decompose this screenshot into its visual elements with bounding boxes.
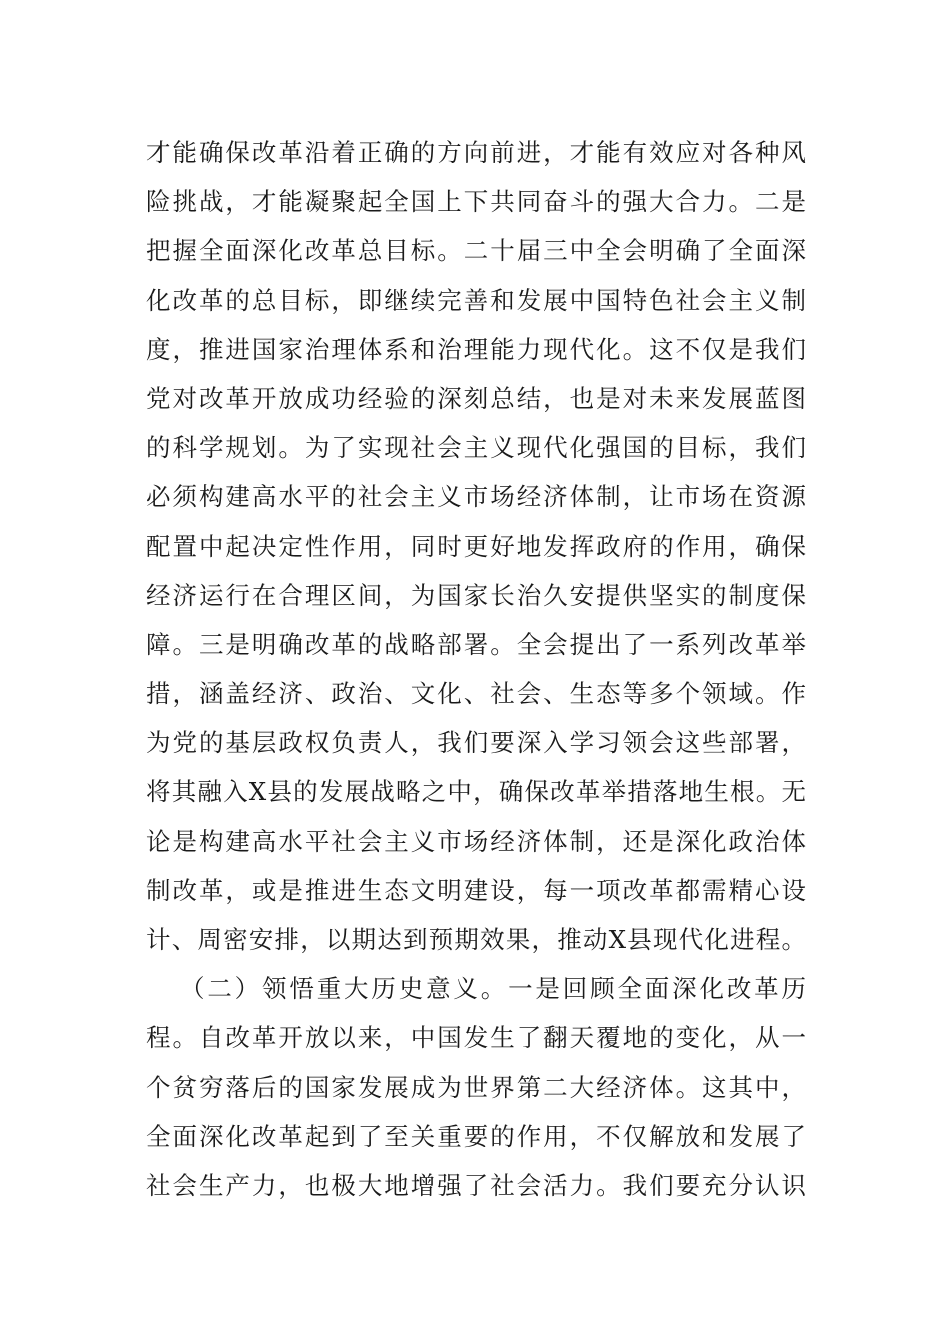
text-line-3: 把握全面深化改革总目标。二十届三中全会明确了全面深 — [146, 236, 806, 266]
text-line-16: 制改革，或是推进生态文明建设，每一项改革都需精心设 — [146, 875, 806, 905]
text-line-13: 为党的基层政权负责人，我们要深入学习领会这些部署， — [146, 728, 806, 758]
paragraph-heading-line: （二）领悟重大历史意义。一是回顾全面深化改革历 — [180, 974, 806, 1004]
text-line-6: 党对改革开放成功经验的深刻总结，也是对未来发展蓝图 — [146, 383, 806, 413]
text-line-1: 才能确保改革沿着正确的方向前进，才能有效应对各种风 — [146, 138, 806, 167]
text-line-14: 将其融入X县的发展战略之中，确保改革举措落地生根。无 — [146, 777, 806, 807]
text-line-5: 度，推进国家治理体系和治理能力现代化。这不仅是我们 — [146, 334, 806, 364]
text-line-11: 障。三是明确改革的战略部署。全会提出了一系列改革举 — [146, 629, 806, 659]
text-line-20: 个贫穷落后的国家发展成为世界第二大经济体。这其中， — [146, 1072, 806, 1102]
text-line-12: 措，涵盖经济、政治、文化、社会、生态等多个领域。作 — [146, 679, 806, 709]
text-line-19: 程。自改革开放以来，中国发生了翻天覆地的变化，从一 — [146, 1023, 806, 1053]
body-text — [146, 128, 806, 1210]
text-line-7: 的科学规划。为了实现社会主义现代化强国的目标，我们 — [146, 433, 806, 463]
text-line-9: 配置中起决定性作用，同时更好地发挥政府的作用，确保 — [146, 531, 806, 561]
text-line-21: 全面深化改革起到了至关重要的作用，不仅解放和发展了 — [146, 1121, 806, 1151]
text-line-8: 必须构建高水平的社会主义市场经济体制，让市场在资源 — [146, 482, 806, 512]
text-line-2: 险挑战，才能凝聚起全国上下共同奋斗的强大合力。二是 — [146, 187, 806, 217]
text-line-10: 经济运行在合理区间，为国家长治久安提供坚实的制度保 — [146, 580, 806, 610]
text-line-15: 论是构建高水平社会主义市场经济体制，还是深化政治体 — [146, 826, 806, 856]
text-line-17: 计、周密安排，以期达到预期效果，推动X县现代化进程。 — [146, 925, 806, 954]
text-line-4: 化改革的总目标，即继续完善和发展中国特色社会主义制 — [146, 285, 806, 315]
text-line-22: 社会生产力，也极大地增强了社会活力。我们要充分认识 — [146, 1170, 806, 1200]
